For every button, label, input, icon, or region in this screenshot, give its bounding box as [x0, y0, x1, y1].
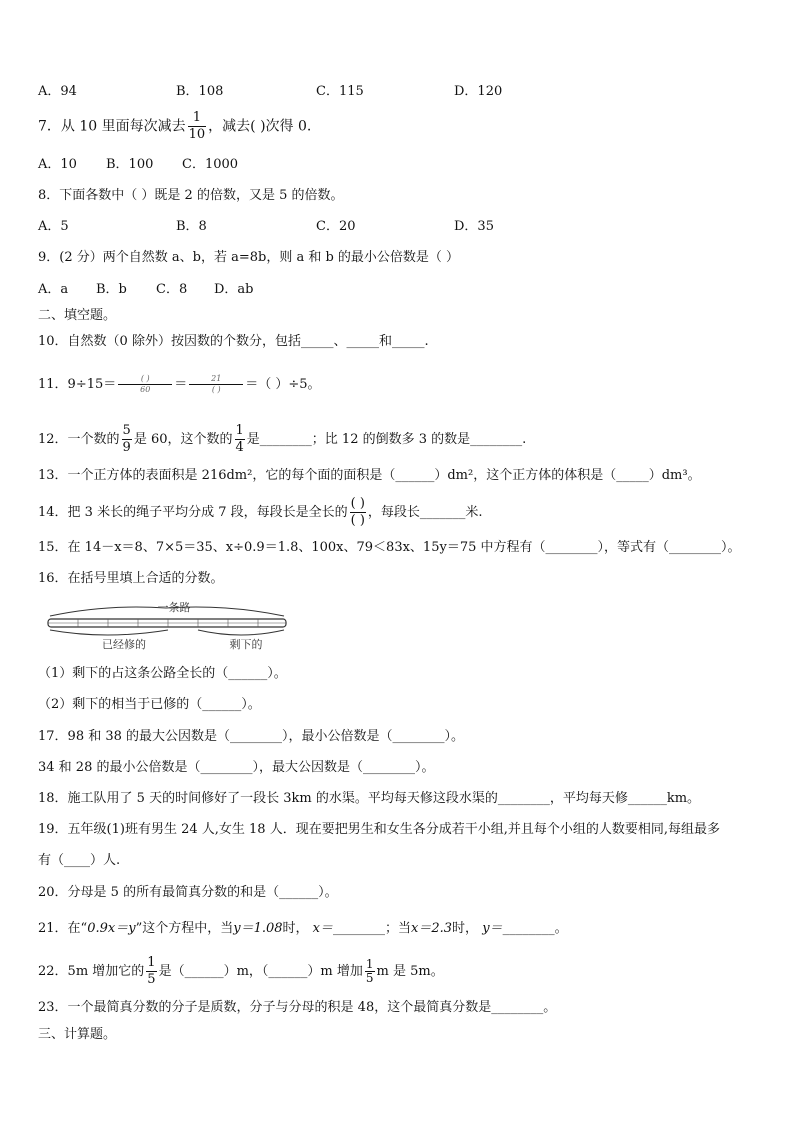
q7-option-c: C．1000 — [182, 157, 239, 172]
q21-text-pre: 21．在“ — [38, 921, 88, 936]
q12-fraction-2 — [235, 423, 245, 456]
question-10: 10．自然数（0 除外）按因数的个数分，包括_____、_____和_____. — [38, 334, 429, 349]
q21-text-post: ________。 — [502, 921, 568, 936]
q6-option-c: C．115 — [316, 84, 364, 99]
q21-var-x: x＝ — [312, 921, 334, 936]
q11-frac2-num: 21 — [189, 374, 243, 385]
q7-text-post: ，减去( )次得 0. — [208, 118, 312, 135]
q22-text-pre: 22．5m 增加它的 — [38, 964, 145, 979]
question-18: 18．施工队用了 5 天的时间修好了一段长 3km 的水渠。平均每天修这段水渠的________，平均每天修______km。 — [38, 791, 701, 806]
q9-option-b: B．b — [96, 282, 127, 297]
question-15: 15．在 14－x＝8、7×5＝35、x÷0.9＝1.8、100x、79＜83x、15y＝75 中方程有（________），等式有（________）。 — [38, 540, 741, 555]
q6-option-a: A．94 — [38, 84, 77, 99]
q21-text-mid1: ”这个方程中，当 — [135, 921, 234, 936]
q9-option-c: C．8 — [156, 282, 188, 297]
q12-frac1-den: 9 — [122, 440, 131, 455]
q11-text-post: ＝（ ）÷5。 — [245, 377, 321, 392]
q7-option-a: A．10 — [38, 157, 77, 172]
q7-frac-num: 1 — [188, 110, 207, 127]
question-14 — [38, 496, 483, 529]
q12-text-pre: 12．一个数的 — [38, 432, 120, 447]
q22-frac2-num: 1 — [365, 957, 374, 971]
q9-option-d: D．ab — [214, 282, 254, 297]
q8-option-a: A．5 — [38, 219, 69, 234]
left-brace — [50, 630, 168, 635]
q21-text-mid4: 时， — [452, 921, 479, 936]
q22-fraction-2 — [365, 958, 375, 985]
question-20: 20．分母是 5 的所有最简真分数的和是（______）。 — [38, 885, 338, 900]
q11-fraction-1 — [118, 374, 172, 395]
question-22 — [38, 955, 444, 988]
road-figure — [46, 598, 288, 652]
question-16: 16．在括号里填上合适的分数。 — [38, 571, 224, 586]
q21-text-mid3: ________；当 — [333, 921, 412, 936]
question-11 — [38, 374, 321, 395]
q7-option-b: B．100 — [106, 157, 154, 172]
q21-var-y: y＝ — [482, 921, 503, 936]
q14-frac-den: ( ) — [350, 513, 365, 528]
q6-option-d: D．120 — [454, 84, 503, 99]
figure-left-label: 已经修的 — [102, 638, 146, 651]
question-13: 13．一个正方体的表面积是 216dm²，它的每个面的面积是（______）dm²，这个正方体的体积是（_____）dm³。 — [38, 468, 701, 483]
q14-text-pre: 14．把 3 米长的绳子平均分成 7 段，每段长是全长的 — [38, 505, 348, 520]
q12-frac1-num: 5 — [122, 423, 131, 438]
section-3-heading: 三、计算题。 — [38, 1027, 117, 1042]
q22-frac1-num: 1 — [147, 955, 156, 970]
q12-frac2-den: 4 — [235, 440, 244, 455]
q7-text-pre: 7．从 10 里面每次减去 — [38, 118, 186, 135]
q11-frac1-num: ( ) — [118, 374, 172, 385]
section-2-heading: 二、填空题。 — [38, 308, 117, 323]
q7-fraction — [188, 110, 207, 143]
question-9: 9．(2 分）两个自然数 a、b，若 a=8b，则 a 和 b 的最小公倍数是（ ） — [38, 250, 460, 265]
q8-option-b: B．8 — [176, 219, 207, 234]
question-19-line1: 19．五年级(1)班有男生 24 人,女生 18 人．现在要把男生和女生各分成若干小组,并且每个小组的人数要相同,每组最多 — [38, 822, 720, 837]
question-19-line2: 有（____）人. — [38, 853, 121, 868]
figure-top-label: 一条路 — [157, 601, 191, 614]
q22-frac2-den: 5 — [365, 971, 374, 985]
q14-text-post: ，每段长_______米. — [367, 505, 483, 520]
question-8: 8．下面各数中（ ）既是 2 的倍数，又是 5 的倍数。 — [38, 188, 344, 203]
question-21 — [38, 921, 568, 937]
q22-fraction-1 — [146, 955, 156, 988]
q21-condition-2: x＝2.3 — [411, 921, 453, 936]
q22-frac1-den: 5 — [147, 972, 156, 987]
question-16-1: （1）剩下的占这条公路全长的（______）。 — [38, 666, 287, 681]
q21-condition-1: y＝1.08 — [233, 921, 283, 936]
q12-text-mid: 是 60，这个数的 — [133, 432, 233, 447]
q11-frac1-den: 60 — [140, 385, 151, 394]
q11-fraction-2 — [189, 374, 243, 395]
q9-option-a: A．a — [38, 282, 69, 297]
q22-text-mid: 是（______）m，（______）m 增加 — [158, 964, 363, 979]
q11-equals: ＝ — [174, 377, 188, 392]
right-brace — [198, 630, 284, 635]
question-12 — [38, 423, 526, 456]
q22-text-post: m 是 5m。 — [376, 964, 444, 979]
q6-option-b: B．108 — [176, 84, 224, 99]
q12-frac2-num: 1 — [235, 423, 244, 438]
q7-frac-den: 10 — [188, 127, 206, 142]
q14-fraction — [350, 496, 366, 529]
question-23: 23．一个最简真分数的分子是质数，分子与分母的积是 48，这个最简真分数是________。 — [38, 1000, 557, 1015]
q21-equation: 0.9x＝y — [87, 921, 136, 936]
q12-fraction-1 — [122, 423, 132, 456]
question-17b: 34 和 28 的最小公倍数是（________），最大公因数是（________）。 — [38, 760, 435, 775]
question-17a: 17．98 和 38 的最大公因数是（________），最小公倍数是（________）。 — [38, 729, 465, 744]
question-16-2: （2）剩下的相当于已修的（______）。 — [38, 697, 261, 712]
q14-frac-num: ( ) — [350, 496, 365, 511]
q21-text-mid2: 时， — [282, 921, 309, 936]
q8-option-d: D．35 — [454, 219, 494, 234]
q8-option-c: C．20 — [316, 219, 356, 234]
figure-right-label: 剩下的 — [229, 638, 263, 651]
question-7 — [38, 110, 311, 143]
q11-text-pre: 11．9÷15＝ — [38, 377, 117, 392]
q12-text-post: 是________；比 12 的倒数多 3 的数是________. — [246, 432, 527, 447]
q11-frac2-den: ( ) — [211, 385, 221, 394]
